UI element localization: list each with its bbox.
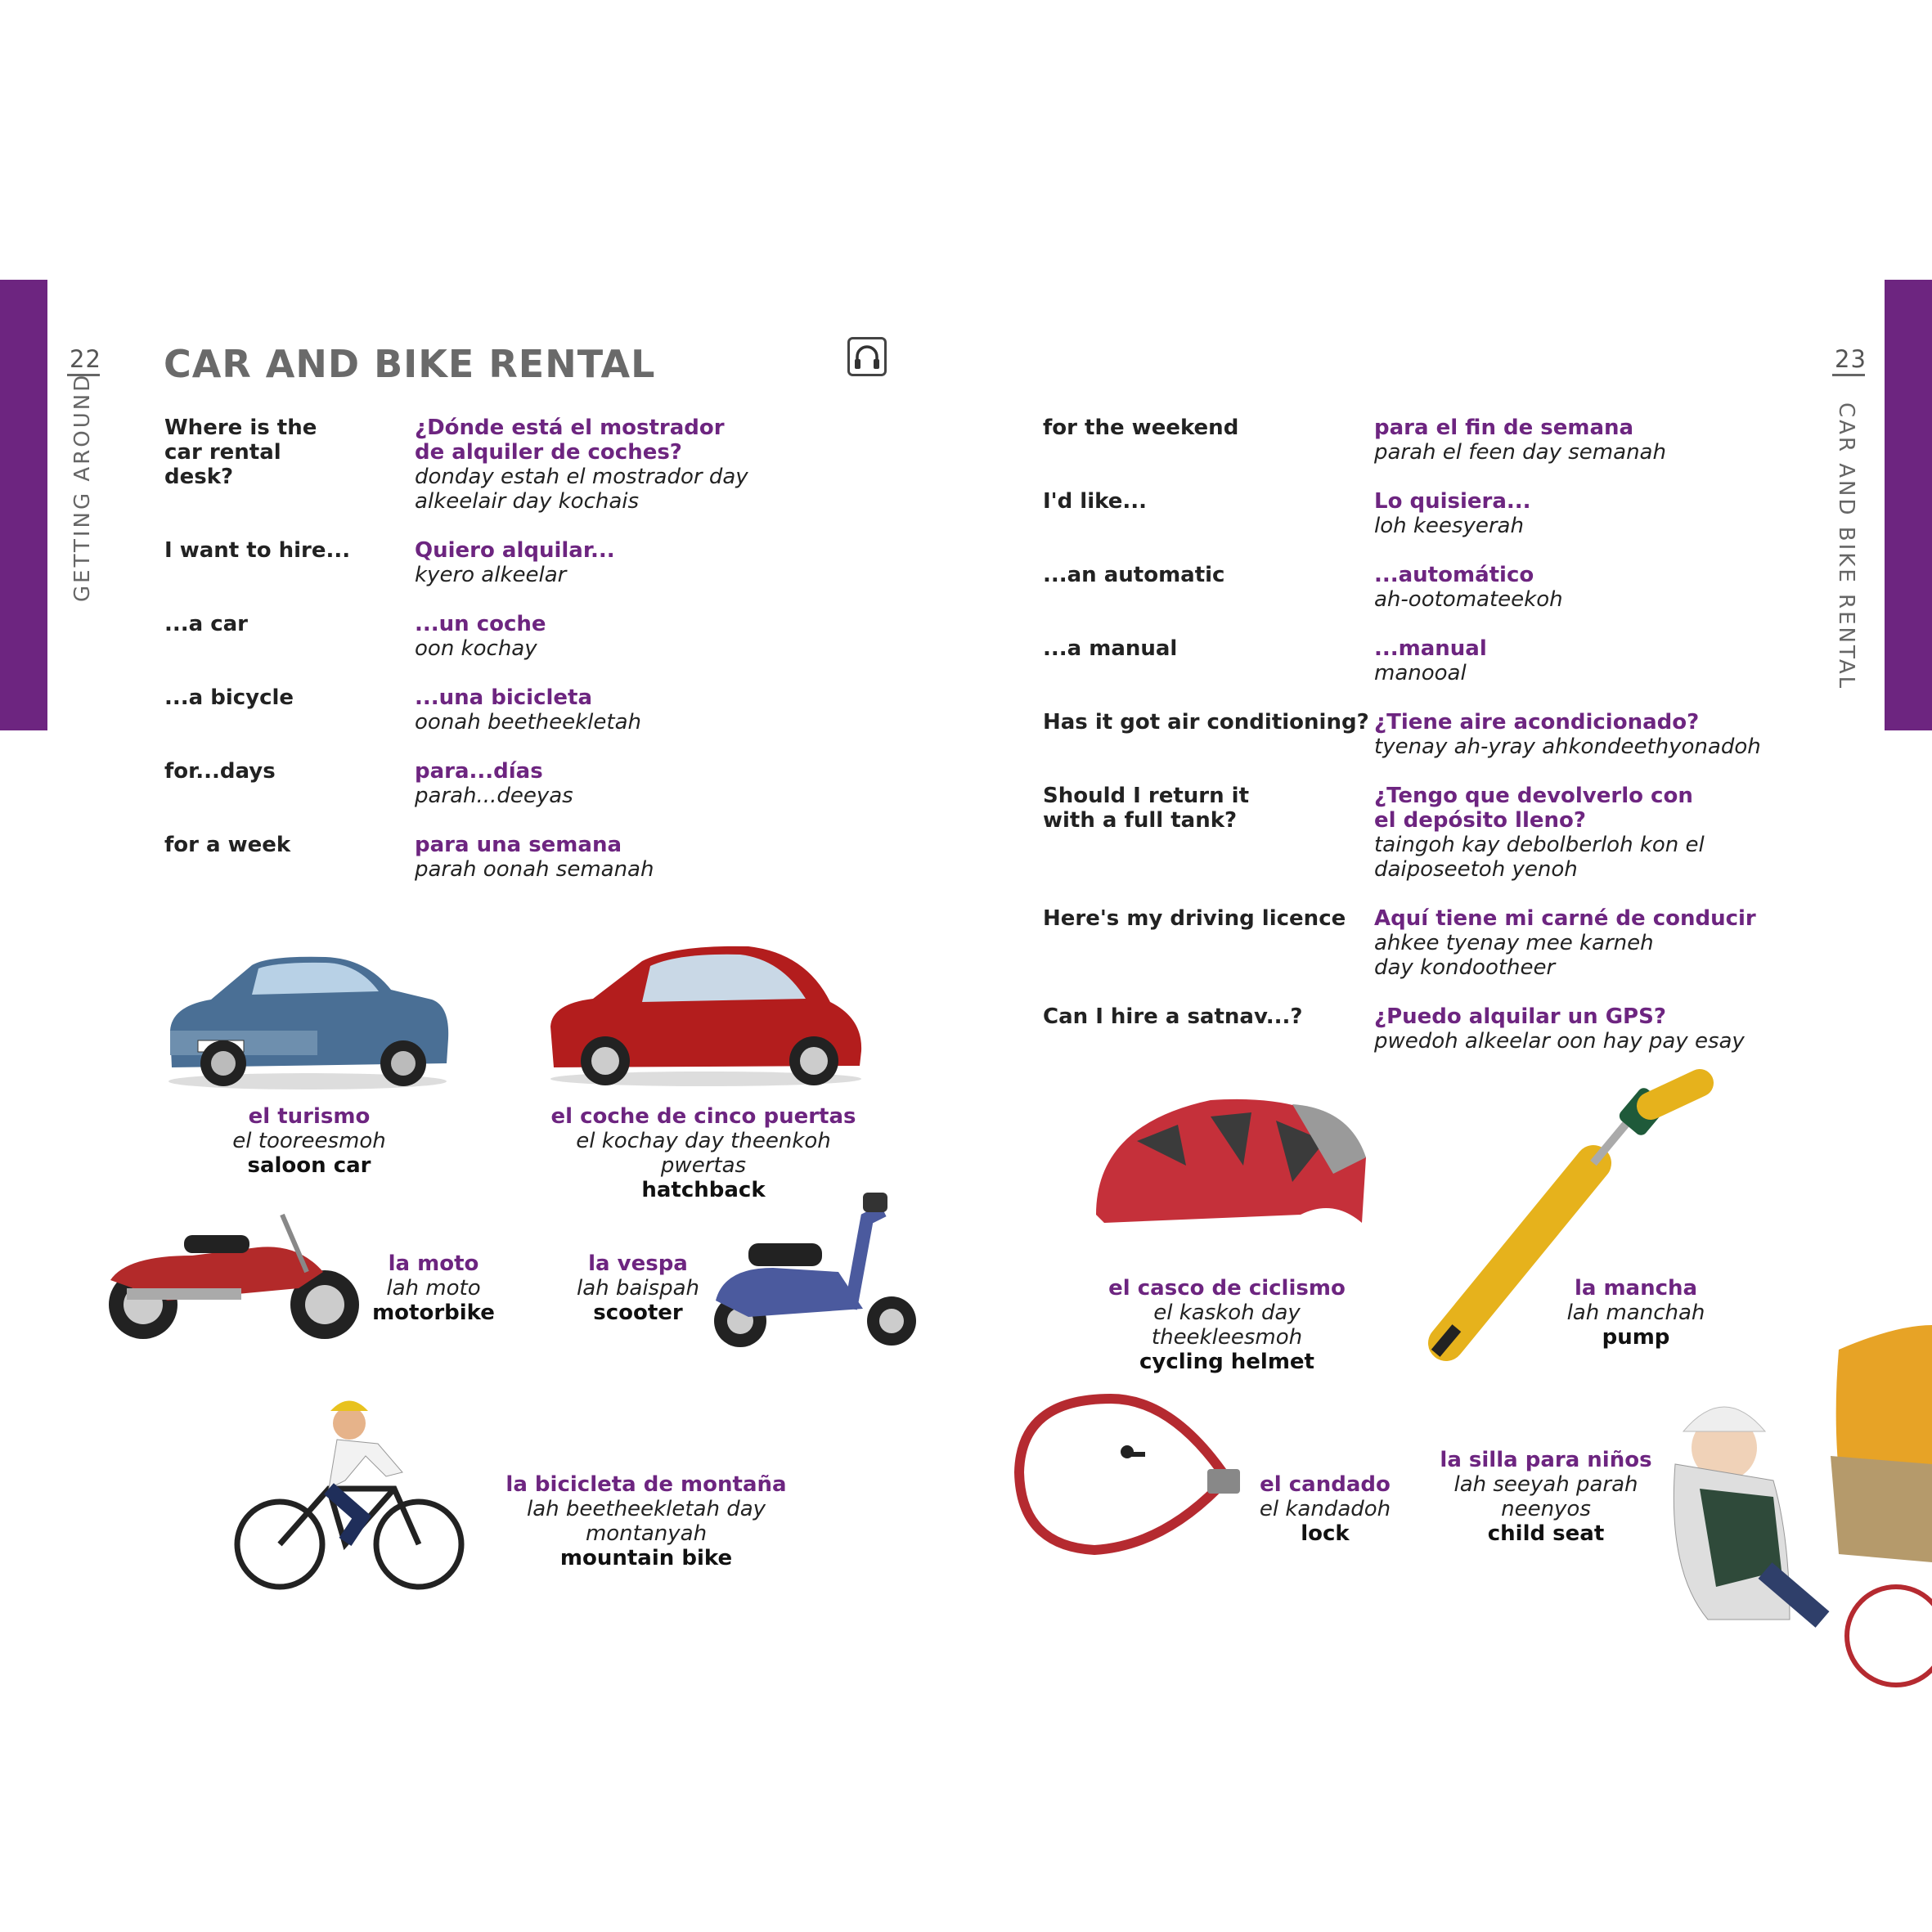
caption-english: scooter bbox=[593, 1301, 683, 1325]
phrase-english: ...an automatic bbox=[1043, 563, 1225, 587]
phrase-pronunciation: ahkee tyenay mee karneh day kondootheer bbox=[1374, 931, 1654, 980]
page-title: CAR AND BIKE RENTAL bbox=[164, 342, 656, 386]
caption-pronunciation: lah moto bbox=[386, 1276, 481, 1301]
phrase-spanish: ...un coche bbox=[415, 612, 546, 636]
motorbike-image bbox=[94, 1198, 372, 1346]
caption-lock bbox=[1243, 1472, 1407, 1546]
phrase-english: Here's my driving licence bbox=[1043, 906, 1346, 931]
caption-cycling-helmet bbox=[1080, 1276, 1374, 1374]
phrase-english: I want to hire... bbox=[164, 538, 351, 563]
child-seat-image bbox=[1651, 1325, 1932, 1652]
saloon-car-image bbox=[162, 941, 452, 1092]
caption-spanish: la mancha bbox=[1574, 1276, 1698, 1301]
phrase-spanish: ...automático bbox=[1374, 563, 1534, 587]
caption-english: mountain bike bbox=[559, 1546, 733, 1570]
cycling-helmet-image bbox=[1088, 1092, 1370, 1247]
caption-pronunciation: lah manchah bbox=[1566, 1301, 1705, 1325]
phrase-english: ...a manual bbox=[1043, 636, 1178, 661]
phrase-english: for...days bbox=[164, 759, 276, 784]
page-number-underline-right bbox=[1832, 374, 1865, 376]
headphones-icon[interactable] bbox=[847, 337, 887, 376]
phrase-english: Should I return it with a full tank? bbox=[1043, 784, 1250, 833]
caption-pronunciation: lah seeyah parah neenyos bbox=[1453, 1472, 1638, 1521]
caption-child-seat bbox=[1440, 1448, 1652, 1546]
phrase-spanish: para una semana bbox=[415, 833, 622, 857]
phrase-spanish: ¿Puedo alquilar un GPS? bbox=[1374, 1004, 1666, 1029]
caption-scooter bbox=[573, 1251, 703, 1325]
phrase-spanish: ¿Tengo que devolverlo con el depósito lleno? bbox=[1374, 784, 1693, 833]
caption-pronunciation: lah baispah bbox=[576, 1276, 700, 1301]
caption-english: cycling helmet bbox=[1139, 1350, 1314, 1374]
phrase-pronunciation: manooal bbox=[1374, 661, 1467, 685]
caption-english: child seat bbox=[1487, 1521, 1605, 1546]
caption-pronunciation: el kochay day theenkoh pwertas bbox=[576, 1129, 831, 1178]
phrase-spanish: para...días bbox=[415, 759, 543, 784]
page-number-right: 23 bbox=[1835, 345, 1867, 373]
caption-english: hatchback bbox=[641, 1178, 766, 1202]
phrase-english: ...a bicycle bbox=[164, 685, 294, 710]
phrase-english: Where is the car rental desk? bbox=[164, 416, 317, 489]
phrase-english: for the weekend bbox=[1043, 416, 1239, 440]
page-number-left: 22 bbox=[70, 345, 101, 373]
phrase-pronunciation: parah oonah semanah bbox=[415, 857, 654, 882]
phrase-pronunciation: kyero alkeelar bbox=[415, 563, 567, 587]
phrase-spanish: para el fin de semana bbox=[1374, 416, 1634, 440]
caption-spanish: la moto bbox=[388, 1251, 479, 1276]
caption-saloon-car bbox=[186, 1104, 432, 1178]
caption-english: lock bbox=[1301, 1521, 1350, 1546]
phrase-pronunciation: loh keesyerah bbox=[1374, 514, 1524, 538]
phrase-spanish: ¿Tiene aire acondicionado? bbox=[1374, 710, 1700, 735]
caption-spanish: el coche de cinco puertas bbox=[550, 1104, 856, 1129]
caption-mountain-bike bbox=[466, 1472, 826, 1570]
phrase-english: Has it got air conditioning? bbox=[1043, 710, 1369, 735]
phrase-pronunciation: parah...deeyas bbox=[415, 784, 573, 808]
mountain-bike-image bbox=[231, 1366, 468, 1595]
phrase-pronunciation: pwedoh alkeelar oon hay pay esay bbox=[1374, 1029, 1745, 1054]
section-label-right: CAR AND BIKE RENTAL bbox=[1834, 402, 1858, 691]
caption-spanish: la vespa bbox=[588, 1251, 688, 1276]
caption-pronunciation: lah beetheekletah day montanyah bbox=[526, 1497, 766, 1546]
phrase-pronunciation: oonah beetheekletah bbox=[415, 710, 642, 735]
caption-english: pump bbox=[1602, 1325, 1670, 1350]
phrase-pronunciation: ah-ootomateekoh bbox=[1374, 587, 1563, 612]
phrase-spanish: Quiero alquilar... bbox=[415, 538, 615, 563]
phrase-spanish: Aquí tiene mi carné de conducir bbox=[1374, 906, 1756, 931]
phrase-spanish: ¿Dónde está el mostrador de alquiler de coches? bbox=[415, 416, 725, 465]
scooter-image bbox=[699, 1186, 920, 1354]
bike-lock-image bbox=[1013, 1391, 1258, 1554]
caption-spanish: el casco de ciclismo bbox=[1108, 1276, 1346, 1301]
phrase-english: ...a car bbox=[164, 612, 249, 636]
caption-motorbike bbox=[360, 1251, 507, 1325]
phrase-english: I'd like... bbox=[1043, 489, 1147, 514]
phrase-pronunciation: donday estah el mostrador day alkeelair day kochais bbox=[415, 465, 748, 514]
caption-pronunciation: el tooreesmoh bbox=[232, 1129, 386, 1153]
phrase-pronunciation: oon kochay bbox=[415, 636, 537, 661]
left-section-tab bbox=[0, 280, 47, 730]
hatchback-car-image bbox=[544, 928, 867, 1088]
caption-spanish: la bicicleta de montaña bbox=[505, 1472, 787, 1497]
caption-english: saloon car bbox=[247, 1153, 371, 1178]
caption-spanish: la silla para niños bbox=[1440, 1448, 1652, 1472]
caption-english: motorbike bbox=[372, 1301, 495, 1325]
phrase-spanish: ...una bicicleta bbox=[415, 685, 593, 710]
right-section-tab bbox=[1885, 280, 1932, 730]
phrase-spanish: Lo quisiera... bbox=[1374, 489, 1531, 514]
caption-spanish: el candado bbox=[1260, 1472, 1391, 1497]
phrase-pronunciation: tyenay ah-yray ahkondeethyonadoh bbox=[1374, 735, 1761, 759]
phrase-english: for a week bbox=[164, 833, 291, 857]
caption-pronunciation: el kandadoh bbox=[1259, 1497, 1391, 1521]
phrase-spanish: ...manual bbox=[1374, 636, 1487, 661]
phrase-english: Can I hire a satnav...? bbox=[1043, 1004, 1303, 1029]
phrase-pronunciation: parah el feen day semanah bbox=[1374, 440, 1666, 465]
caption-spanish: el turismo bbox=[248, 1104, 371, 1129]
phrase-pronunciation: taingoh kay debolberloh kon el daiposeetoh yenoh bbox=[1374, 833, 1705, 882]
caption-pronunciation: el kaskoh day theekleesmoh bbox=[1151, 1301, 1303, 1350]
section-label-left: GETTING AROUND bbox=[70, 372, 95, 602]
